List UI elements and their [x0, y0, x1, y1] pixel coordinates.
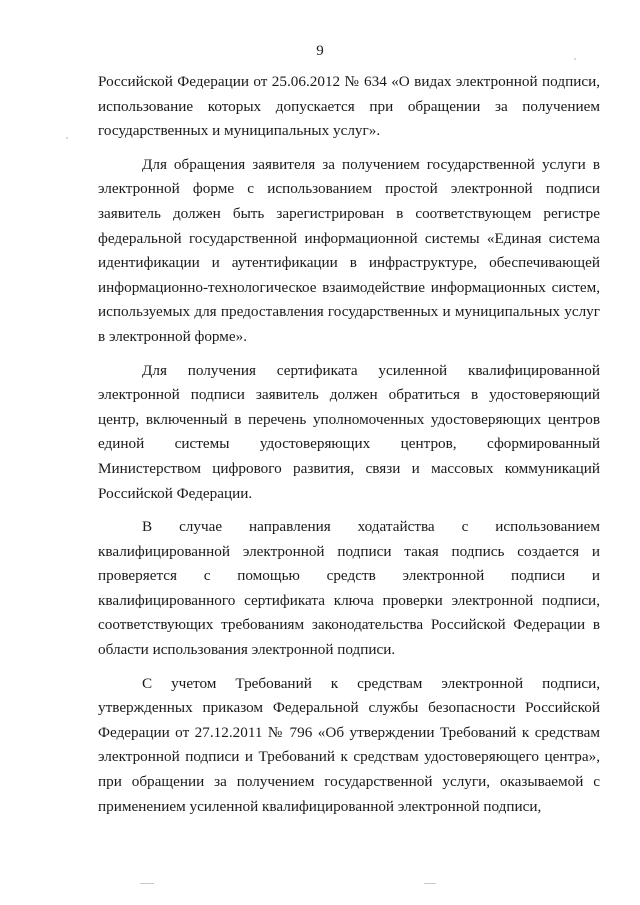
- document-body: [98, 70, 600, 828]
- scan-artifact: [424, 883, 436, 884]
- page-number: 9: [316, 43, 324, 59]
- scan-artifact: [574, 58, 576, 60]
- paragraph-qualified-signature: В случае направления ходатайства с использованием квалифицированной электронной подписи такая подпись создается и проверяется с помощью средств электронной подписи и квалифицированного сертификата ключа проверки электронной подписи, соответствующих требованиям законодательства Российской Федерации в области использования электронной подписи.: [98, 518, 600, 659]
- scan-artifact: [140, 883, 154, 884]
- paragraph-requirements: С учетом Требований к средствам электронной подписи, утвержденных приказом Федеральной службы безопасности Российской Федерации от 27.12.2011 № 796 «Об утверждении Требований к средствам электронной подписи и Требований к средствам удостоверяющего центра», при обращении за получением государственной услуги, оказываемой с применением усиленной квалифицированной электронной подписи,: [98, 674, 600, 815]
- paragraph-certificate: Для получения сертификата усиленной квалифицированной электронной подписи заявитель должен обратиться в удостоверяющий центр, включенный в перечень уполномоченных удостоверяющих центров единой системы удостоверяющих центров, сформированный Министерством цифрового развития, связи и массовых коммуникаций Российской Федерации.: [98, 361, 600, 502]
- paragraph-simple-signature: Для обращения заявителя за получением государственной услуги в электронной форме с использованием простой электронной подписи заявитель должен быть зарегистрирован в соответствующем регистре федеральной государственной информационной системы «Единая система идентификации и аутентификации в инфраструктуре, обеспечивающей информационно-технологическое взаимодействие информационных систем, используемых для предоставления государственных и муниципальных услуг в электронной форме».: [98, 155, 600, 345]
- scan-artifact: [66, 137, 68, 139]
- paragraph-continuation: Российской Федерации от 25.06.2012 № 634 «О видах электронной подписи, использование которых допускается при обращении за получением государственных и муниципальных услуг».: [98, 73, 600, 140]
